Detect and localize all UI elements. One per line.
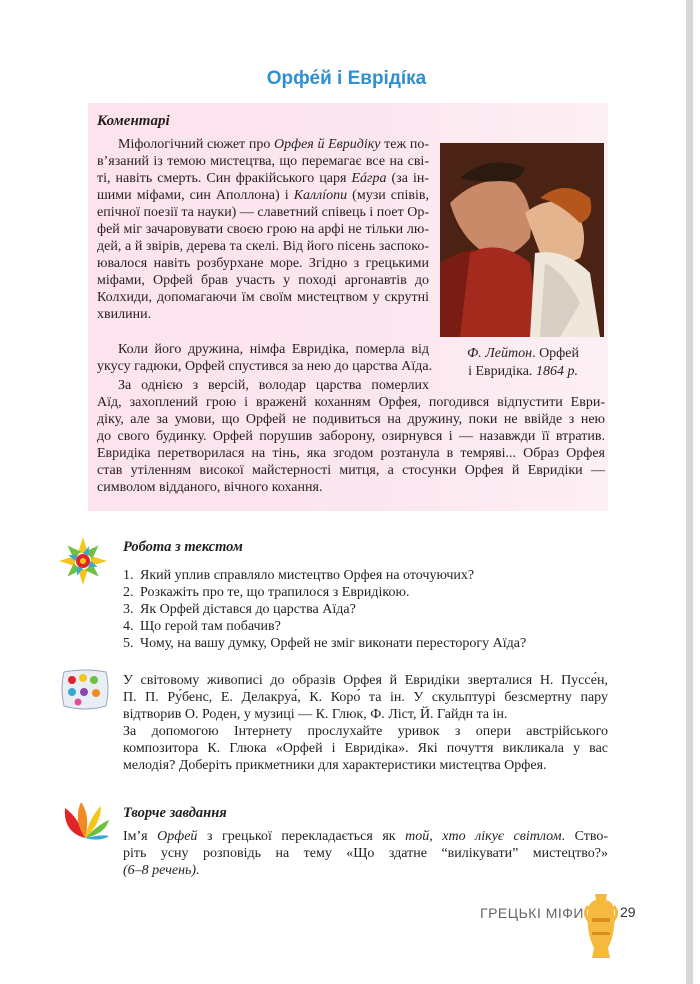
comment-p1-line: дей, а й звірів, дерева та скелі. Від його пісень заспоко- [97,239,429,254]
palette-icon [58,668,112,712]
painting-image [440,143,604,337]
comment-heading: Коментарі [97,113,170,129]
comment-paragraph-3-line-3: діку, але за умови, що Орфей не подивиться на дружину, поки не ввійде з нею [97,412,605,427]
page-number: 29 [620,904,636,920]
comment-paragraph-2-line-2: укусу гадюки, Орфей спустився за нею до царства Аїда. [97,359,433,374]
art-line-3: відтворив О. Роден, у музиці — К. Глюк, Ф. Ліст, Й. Гайдн та ін. [123,707,508,722]
question-item: 3. Як Орфей дістався до царства Аїда? [123,602,356,617]
comment-p1-line: в’язаний із темою мистецтва, що перемагає все на сві- [97,154,429,169]
comment-paragraph-3-line-7: символом відданого, вічного кохання. [97,480,323,495]
painting-title-a: . Орфей [532,346,579,361]
creative-name: Орфей [157,829,198,844]
comment-p1-line: ті, навіть смерть. Син фракійського царя Еáгра (за ін- [97,171,429,186]
painting-year: 1864 р. [535,364,578,379]
comment-paragraph-3-line-5: Евридіка перетворилася на тінь, яка згодом розтанула в темряві... Образ Орфея [97,446,605,461]
comment-p1-line: Колхиди, допомагаючи їм своїм мистецтвом у скрутні [97,290,429,305]
painting-caption [448,345,598,381]
creative-task-icon [60,800,110,842]
creative-l3: (6–8 речень). [123,863,200,878]
art-line-6: мелодія? Доберіть прикметники для характеристики мистецтва Орфея. [123,758,547,773]
comment-p1-line: міфами, Орфей брав участь у поході аргонавтів до [97,273,429,288]
questions-list [123,567,526,652]
creative-line-3 [123,862,608,879]
creative-l1-c: . Ство- [561,829,609,844]
painting-orpheus-eurydice [440,143,604,337]
footer-section-label: ГРЕЦЬКІ МІФИ [480,905,584,921]
comment-p1-line: хвилини. [97,307,152,322]
text-work-icon [57,535,109,587]
art-line-2: П. П. Ру́бенс, Е. Делакруа́, К. Коро́ та ін. У скульптурі безсмертну пару [123,690,608,705]
art-line-5: композитора К. Глюка «Орфей і Евридіка». Які почуття викликала у вас [123,741,608,756]
comment-p1-line: фей міг зачаровувати своєю грою на арфі не тільки лю- [97,222,429,237]
comment-paragraph-2-line-1: Коли його дружина, німфа Евридіка, померла від [118,342,429,357]
amphora-icon [584,892,618,964]
art-line-4: За допомогою Інтернету прослухайте уривок з опери австрійського [123,724,608,739]
comment-paragraph-3-line-4: до свого будинку. Орфей порушив заборону, озирнувся і — назавжди її втратив. [97,429,605,444]
comment-p1-line: ювалося навіть розбурхане море. Згідно з грецькими [97,256,429,271]
creative-task-heading: Творче завдання [123,805,227,821]
page-title: Орфе́й і Еврідíка [266,68,427,89]
comment-p1-line: епічної поезії та науки) — славетний співець і поет Ор- [97,205,429,220]
comment-paragraph-3-line-6: став утіленням високої майстерності митця, а стосунки Орфея й Евридіки — [97,463,605,478]
question-item: 4. Що герой там побачив? [123,619,281,634]
art-line-1: У світовому живописі до образів Орфея й Евридіки зверталися Н. Пуссе́н, [123,673,608,688]
comment-paragraph-1 [97,136,429,323]
comment-p1-line: шими міфами, син Аполлона) і Каллíопи (музи співів, [97,188,429,203]
comment-paragraph-3-line-2: Аїд, захоплений грою і враженй коханням Орфея, погодився відпустити Еври- [97,395,605,410]
question-item: 2. Розкажіть про те, що трапилося з Евридікою. [123,585,410,600]
comment-p1-line: Міфологічний сюжет про Орфея й Евридіку теж по- [118,137,429,152]
creative-line-2: ріть усну розповідь на тему «Що здатне “вилікувати” мистецтво?» [123,846,608,861]
creative-l1-b: з грецької перекладається як [197,829,406,844]
creative-l1-a: Ім’я [123,829,158,844]
question-item: 5. Чому, на вашу думку, Орфей не зміг виконати пересторогу Аїда? [123,636,527,651]
text-work-heading: Робота з текстом [123,539,243,555]
painting-author: Ф. Лейтон [467,346,533,361]
question-item: 1. Який уплив справляло мистецтво Орфея на оточуючих? [123,568,475,583]
creative-line-1 [123,828,608,845]
comment-paragraph-3-line-1: За однією з версій, володар царства померлих [118,378,429,393]
painting-title-b: і Евридіка. [468,364,536,379]
creative-meaning: той, хто лікує світлом [405,829,562,844]
